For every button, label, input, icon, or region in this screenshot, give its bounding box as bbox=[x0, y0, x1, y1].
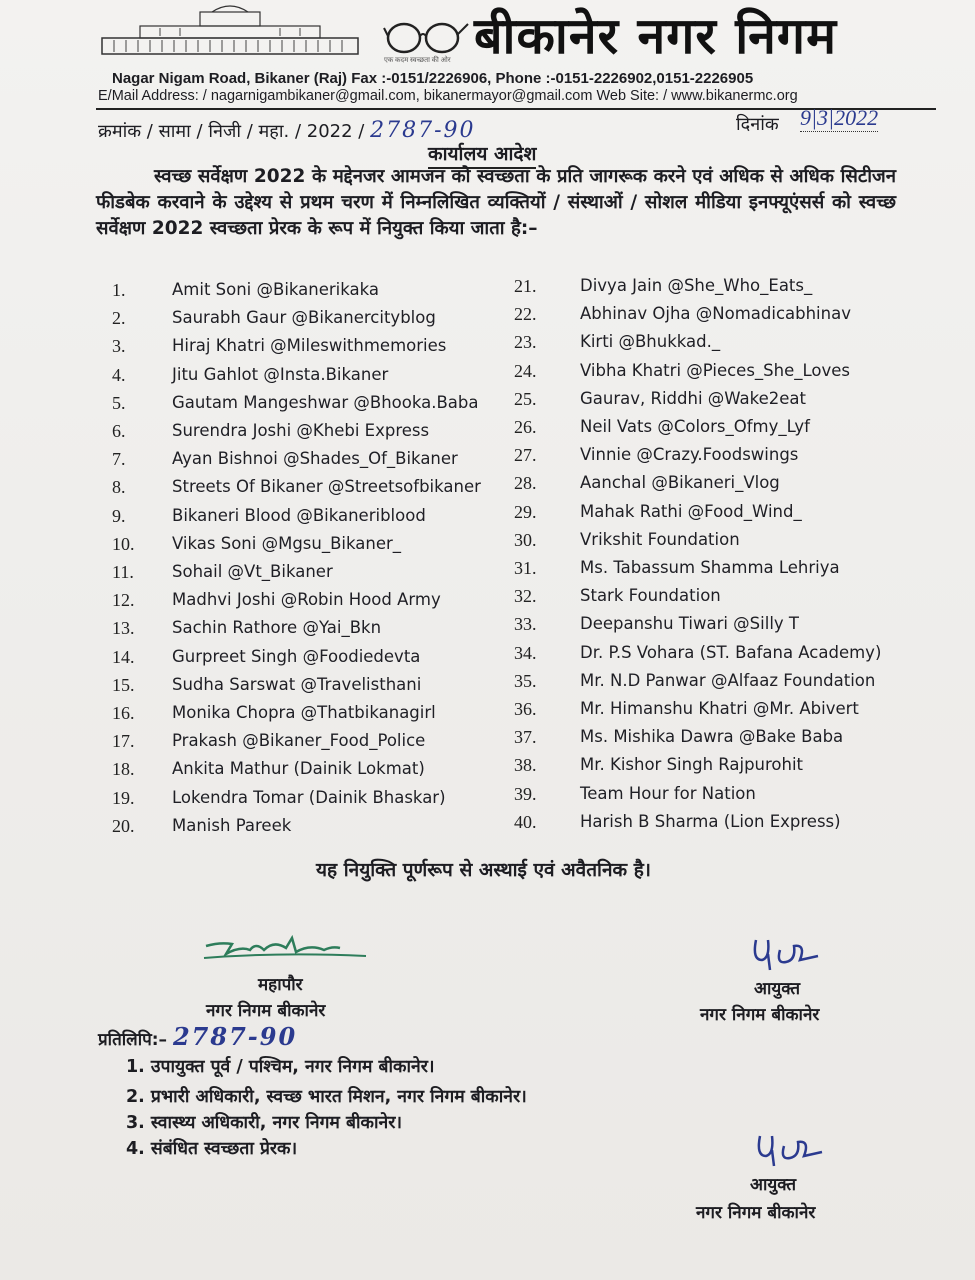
appointee-row bbox=[514, 361, 894, 389]
appointee-number: 27. bbox=[514, 445, 537, 466]
appointee-row bbox=[112, 477, 492, 505]
commissioner-title: आयुक्त bbox=[754, 979, 801, 999]
appointee-number: 17. bbox=[112, 731, 135, 752]
mayor-signature bbox=[200, 932, 370, 968]
appointee-name: Vinnie @Crazy.Foodswings bbox=[580, 445, 799, 465]
appointee-number: 3. bbox=[112, 336, 126, 357]
appointee-number: 32. bbox=[514, 586, 537, 607]
appointee-number: 29. bbox=[514, 501, 537, 522]
commissioner-signature bbox=[748, 930, 824, 976]
appointee-number: 26. bbox=[514, 417, 537, 437]
appointee-name: Kirti @Bhukkad._ bbox=[580, 332, 721, 352]
appointee-name: Sachin Rathore @Yai_Bkn bbox=[172, 618, 382, 638]
reference-line bbox=[98, 118, 476, 143]
appointee-name: Ankita Mathur (Dainik Lokmat) bbox=[172, 759, 425, 779]
appointee-row bbox=[112, 421, 492, 449]
order-heading: कार्यालय आदेश bbox=[428, 140, 536, 169]
appointee-number: 8. bbox=[112, 477, 126, 498]
appointee-name: Manish Pareek bbox=[172, 815, 292, 835]
appointee-row bbox=[514, 502, 894, 530]
appointee-row bbox=[514, 812, 894, 840]
appointee-number: 35. bbox=[514, 670, 537, 691]
appointee-name: Hiraj Khatri @Mileswithmemories bbox=[172, 336, 447, 356]
emblem-caption: एक कदम स्वच्छता की ओर bbox=[384, 56, 451, 64]
appointee-number: 30. bbox=[514, 529, 537, 550]
appointee-row bbox=[112, 336, 492, 364]
appointee-row bbox=[514, 614, 894, 642]
appointee-name: Gautam Mangeshwar @Bhooka.Baba bbox=[172, 392, 479, 412]
appointee-number: 13. bbox=[112, 618, 135, 639]
appointee-name: Madhvi Joshi @Robin Hood Army bbox=[172, 590, 441, 610]
appointee-row bbox=[514, 784, 894, 812]
appointee-row bbox=[112, 816, 492, 844]
appointee-name: Vrikshit Foundation bbox=[580, 529, 740, 549]
copy-item: 3. स्वास्थ्य अधिकारी, नगर निगम बीकानेर। bbox=[126, 1113, 402, 1133]
appointee-name: Stark Foundation bbox=[580, 586, 721, 606]
appointee-row bbox=[112, 365, 492, 393]
appointee-name: Vibha Khatri @Pieces_She_Loves bbox=[580, 360, 851, 380]
appointee-row bbox=[514, 276, 894, 304]
appointee-name: Mr. Himanshu Khatri @Mr. Abivert bbox=[580, 699, 859, 718]
appointee-name: Streets Of Bikaner @Streetsofbikaner bbox=[172, 477, 481, 497]
commissioner-org-copy: नगर निगम बीकानेर bbox=[696, 1203, 816, 1223]
appointee-row bbox=[514, 671, 894, 699]
appointee-row bbox=[112, 308, 492, 336]
appointee-number: 1. bbox=[112, 280, 126, 300]
appointee-name: Dr. P.S Vohara (ST. Bafana Academy) bbox=[580, 642, 882, 662]
appointee-name: Gaurav, Riddhi @Wake2eat bbox=[580, 388, 807, 408]
appointee-number: 4. bbox=[112, 364, 126, 385]
appointee-list-left bbox=[112, 280, 492, 840]
appointee-name: Team Hour for Nation bbox=[580, 783, 756, 803]
appointee-row bbox=[514, 332, 894, 360]
swachh-bharat-spectacles-icon bbox=[382, 16, 470, 58]
municipal-building-logo bbox=[100, 4, 360, 56]
appointee-number: 10. bbox=[112, 533, 135, 554]
order-paragraph: स्वच्छ सर्वेक्षण 2022 के मद्देनजर आमजन को स्वच्छता के प्रति जागरूक करने एवं अधिक से अधिक सिटीजन फीडबेक करवाने के उद्देश्य से प्रथम चरण में निम्नलिखित व्यक्तियों / संस्थाओं / सोशल मीडिया इनफ्यूएंसर्स को स्वच्छ सर्वेक्षण 2022 स्वच्छता प्रेरक के रूप में नियुक्त किया जाता है:– bbox=[96, 166, 896, 239]
appointee-name: Abhinav Ojha @Nomadicabhinav bbox=[580, 304, 851, 324]
appointee-number: 12. bbox=[112, 590, 135, 611]
appointee-number: 19. bbox=[112, 787, 135, 808]
appointee-name: Ms. Mishika Dawra @Bake Baba bbox=[580, 727, 844, 747]
appointee-name: Mahak Rathi @Food_Wind_ bbox=[580, 501, 802, 521]
appointee-number: 22. bbox=[514, 304, 537, 325]
appointee-name: Bikaneri Blood @Bikaneriblood bbox=[172, 505, 426, 525]
address-line: Nagar Nigam Road, Bikaner (Raj) Fax :-0151/2226906, Phone :-0151-2226902,0151-2226905 bbox=[112, 70, 754, 87]
appointee-row bbox=[112, 506, 492, 534]
appointee-number: 25. bbox=[514, 388, 537, 409]
appointee-name: Ayan Bishnoi @Shades_Of_Bikaner bbox=[172, 449, 458, 469]
appointee-name: Harish B Sharma (Lion Express) bbox=[580, 811, 841, 831]
appointee-name: Gurpreet Singh @Foodiedevta bbox=[172, 646, 421, 666]
appointee-name: Saurabh Gaur @Bikanercityblog bbox=[172, 308, 436, 328]
appointee-row bbox=[514, 558, 894, 586]
appointee-row bbox=[514, 699, 894, 727]
appointee-name: Mr. N.D Panwar @Alfaaz Foundation bbox=[580, 670, 876, 690]
appointee-row bbox=[112, 449, 492, 477]
appointee-number: 37. bbox=[514, 727, 537, 748]
copy-item: 4. संबंधित स्वच्छता प्रेरक। bbox=[126, 1139, 298, 1159]
appointee-number: 15. bbox=[112, 674, 135, 695]
appointee-number: 21. bbox=[514, 276, 537, 296]
appointee-row bbox=[514, 530, 894, 558]
appointee-number: 11. bbox=[112, 562, 134, 582]
appointee-row bbox=[514, 473, 894, 501]
appointee-name: Monika Chopra @Thatbikanagirl bbox=[172, 703, 436, 722]
mayor-title: महापौर bbox=[258, 975, 303, 995]
appointee-row bbox=[112, 647, 492, 675]
appointee-number: 18. bbox=[112, 759, 135, 780]
appointee-row bbox=[112, 759, 492, 787]
appointee-name: Deepanshu Tiwari @Silly T bbox=[580, 614, 799, 634]
commissioner-title-copy: आयुक्त bbox=[750, 1175, 797, 1195]
appointee-row bbox=[112, 731, 492, 759]
appointee-row bbox=[514, 643, 894, 671]
appointee-row bbox=[112, 393, 492, 421]
date-handwritten: 9|3|2022 bbox=[800, 105, 879, 130]
appointee-row bbox=[112, 618, 492, 646]
copy-to-label: प्रतिलिपि:– bbox=[98, 1030, 168, 1050]
appointee-name: Amit Soni @Bikanerikaka bbox=[172, 280, 380, 299]
appointee-row bbox=[514, 389, 894, 417]
appointee-number: 34. bbox=[514, 642, 537, 663]
appointee-number: 7. bbox=[112, 449, 126, 470]
appointee-number: 2. bbox=[112, 308, 126, 329]
appointment-note: यह नियुक्ति पूर्णरूप से अस्थाई एवं अवैतनिक है। bbox=[316, 859, 652, 881]
appointee-row bbox=[112, 280, 492, 308]
appointee-number: 38. bbox=[514, 755, 537, 776]
appointee-name: Aanchal @Bikaneri_Vlog bbox=[580, 473, 780, 493]
reference-label: क्रमांक / सामा / निजी / महा. / 2022 / bbox=[98, 121, 365, 142]
appointee-number: 16. bbox=[112, 703, 135, 723]
appointee-row bbox=[514, 417, 894, 445]
appointee-number: 24. bbox=[514, 360, 537, 381]
appointee-list-right bbox=[514, 276, 894, 836]
appointee-number: 9. bbox=[112, 505, 126, 526]
appointee-name: Neil Vats @Colors_Ofmy_Lyf bbox=[580, 417, 810, 436]
appointee-name: Jitu Gahlot @Insta.Bikaner bbox=[172, 364, 389, 384]
appointee-row bbox=[112, 703, 492, 731]
appointee-number: 23. bbox=[514, 332, 537, 353]
appointee-number: 31. bbox=[514, 558, 537, 578]
appointee-number: 36. bbox=[514, 699, 537, 719]
date-label: दिनांक bbox=[736, 114, 779, 135]
copy-item: 1. उपायुक्त पूर्व / पश्चिम, नगर निगम बीकानेर। bbox=[126, 1057, 435, 1077]
appointee-row bbox=[514, 727, 894, 755]
appointee-row bbox=[514, 445, 894, 473]
appointee-number: 33. bbox=[514, 614, 537, 635]
appointee-name: Sohail @Vt_Bikaner bbox=[172, 562, 333, 581]
appointee-number: 5. bbox=[112, 392, 126, 413]
appointee-row bbox=[514, 304, 894, 332]
copy-to-line bbox=[98, 1022, 297, 1051]
appointee-row bbox=[514, 755, 894, 783]
appointee-number: 14. bbox=[112, 646, 135, 667]
appointee-name: Ms. Tabassum Shamma Lehriya bbox=[580, 558, 840, 577]
appointee-row bbox=[112, 675, 492, 703]
copy-item: 2. प्रभारी अधिकारी, स्वच्छ भारत मिशन, नगर निगम बीकानेर। bbox=[126, 1087, 527, 1107]
appointee-name: Mr. Kishor Singh Rajpurohit bbox=[580, 755, 804, 775]
commissioner-org: नगर निगम बीकानेर bbox=[700, 1005, 820, 1025]
appointee-number: 6. bbox=[112, 421, 126, 441]
appointee-name: Prakash @Bikaner_Food_Police bbox=[172, 731, 426, 751]
mayor-org: नगर निगम बीकानेर bbox=[206, 1001, 326, 1021]
email-line: E/Mail Address: / nagarnigambikaner@gmail.com, bikanermayor@gmail.com Web Site: / www.bikanermc.org bbox=[98, 88, 798, 104]
appointee-name: Lokendra Tomar (Dainik Bhaskar) bbox=[172, 787, 446, 807]
appointee-row bbox=[112, 562, 492, 590]
appointee-name: Surendra Joshi @Khebi Express bbox=[172, 421, 430, 440]
copy-to-number-handwritten: 2787-90 bbox=[172, 1022, 298, 1051]
appointee-name: Sudha Sarswat @Travelisthani bbox=[172, 674, 422, 694]
appointee-name: Divya Jain @She_Who_Eats_ bbox=[580, 276, 813, 295]
appointee-name: Vikas Soni @Mgsu_Bikaner_ bbox=[172, 533, 402, 553]
appointee-number: 40. bbox=[514, 811, 537, 832]
reference-number-handwritten: 2787-90 bbox=[370, 118, 476, 143]
commissioner-signature-copy bbox=[752, 1126, 828, 1172]
appointee-row bbox=[112, 788, 492, 816]
appointee-row bbox=[112, 534, 492, 562]
appointee-number: 28. bbox=[514, 473, 537, 494]
appointee-number: 39. bbox=[514, 783, 537, 804]
appointee-row bbox=[112, 590, 492, 618]
organization-title: बीकानेर नगर निगम bbox=[474, 7, 837, 65]
appointee-row bbox=[514, 586, 894, 614]
appointee-number: 20. bbox=[112, 815, 135, 836]
